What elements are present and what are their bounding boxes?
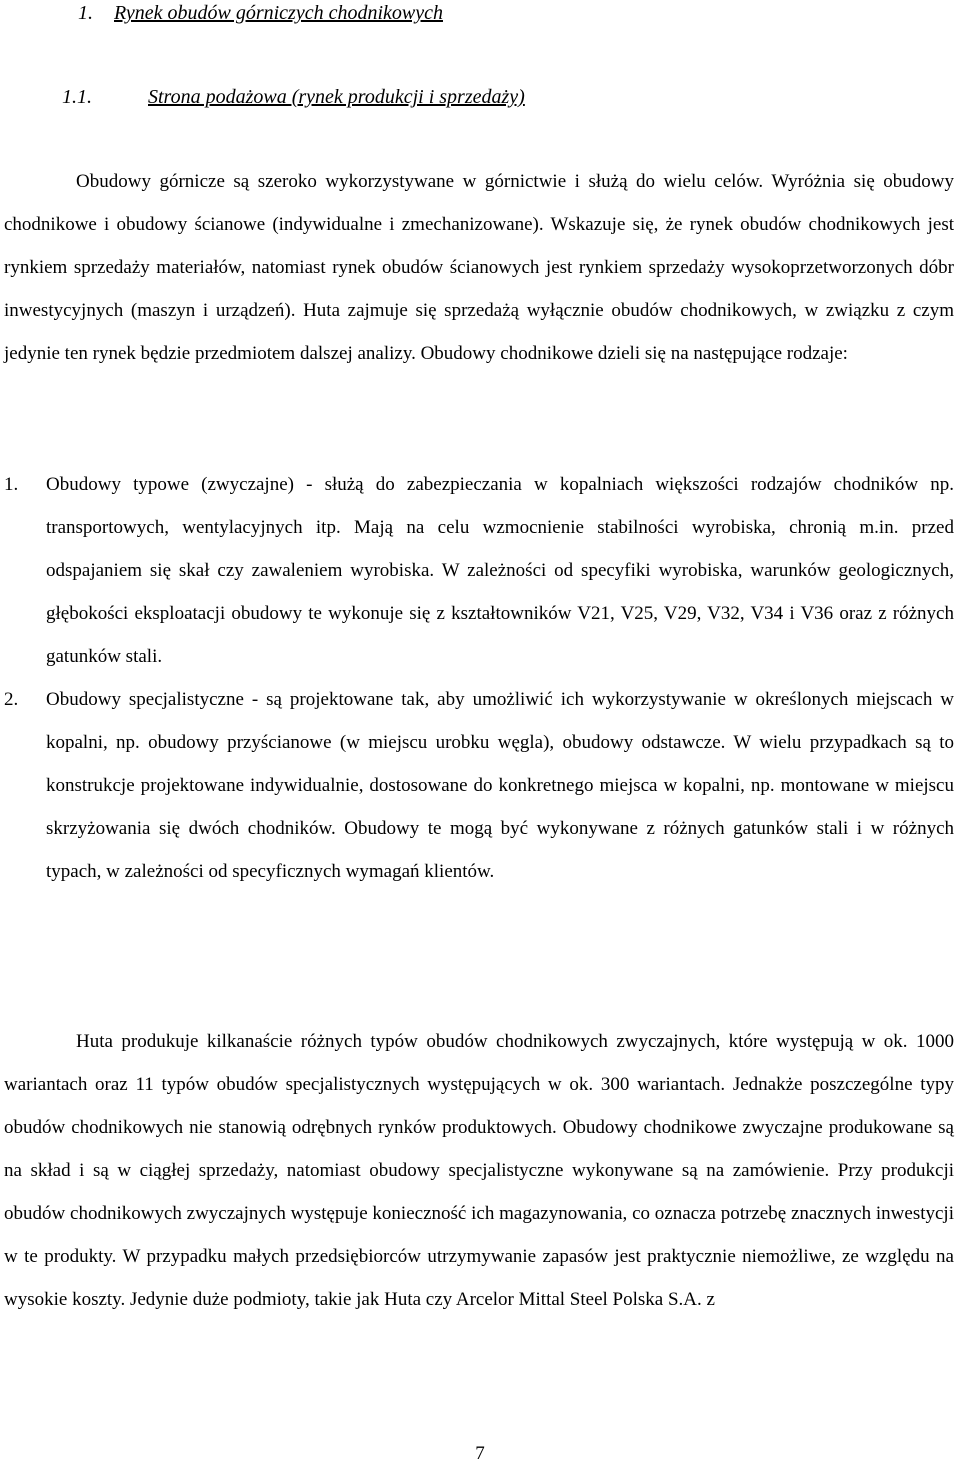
list-item	[4, 678, 954, 893]
list-item-marker: 2.	[4, 689, 19, 710]
support-types-list	[4, 463, 954, 893]
section-number: 1.	[78, 2, 93, 24]
intro-paragraph: Obudowy górnicze są szeroko wykorzystywane w górnictwie i służą do wielu celów. Wyróżnia się obudowy chodnikowe i obudowy ścianowe (indywidualne i zmechanizowane). Wskazuje się, że rynek obudów chodnikowych jest rynkiem sprzedaży materiałów, natomiast rynek obudów ścianowych jest rynkiem sprzedaży wysokoprzetworzonych dóbr inwestycyjnych (maszyn i urządzeń). Huta zajmuje się sprzedażą wyłącznie obudów chodnikowych, w związku z czym jedynie ten rynek będzie przedmiotem dalszej analizy. Obudowy chodnikowe dzieli się na następujące rodzaje:	[4, 171, 954, 364]
page-number: 7	[475, 1443, 485, 1464]
subsection-heading	[62, 84, 525, 110]
subsection-number: 1.1.	[62, 86, 92, 108]
section-title: Rynek obudów górniczych chodnikowych	[114, 2, 443, 24]
section-heading	[78, 0, 443, 26]
production-paragraph: Huta produkuje kilkanaście różnych typów obudów chodnikowych zwyczajnych, które występują w ok. 1000 wariantach oraz 11 typów obudów specjalistycznych występujących w ok. 300 wariantach. Jednakże poszczególne typy obudów chodnikowych nie stanowią odrębnych rynków produktowych. Obudowy chodnikowe zwyczajne produkowane są na skład i są w ciągłej sprzedaży, natomiast obudowy specjalistyczne wykonywane są na zamówienie. Przy produkcji obudów chodnikowych zwyczajnych występuje konieczność ich magazynowania, co oznacza potrzebę znacznych inwestycji w te produkty. W przypadku małych przedsiębiorców utrzymywanie zapasów jest praktycznie niemożliwe, ze względu na wysokie koszty. Jedynie duże podmioty, takie jak Huta czy Arcelor Mittal Steel Polska S.A. z	[4, 1031, 954, 1310]
list-item	[4, 463, 954, 678]
list-item-text: Obudowy typowe (zwyczajne) - służą do zabezpieczania w kopalniach większości rodzajów chodników np. transportowych, wentylacyjnych itp. Mają na celu wzmocnienie stabilności wyrobiska, chronią m.in. przed odspajaniem się skał czy zawaleniem wyrobiska. W zależności od specyfiki wyrobiska, warunków geologicznych, głębokości eksploatacji obudowy te wykonuje się z kształtowników V21, V25, V29, V32, V34 i V36 oraz z różnych gatunków stali.	[46, 474, 954, 667]
list-item-marker: 1.	[4, 474, 19, 495]
subsection-title: Strona podażowa (rynek produkcji i sprzedaży)	[148, 86, 525, 108]
list-item-text: Obudowy specjalistyczne - są projektowane tak, aby umożliwić ich wykorzystywanie w określonych miejscach w kopalni, np. obudowy przyścianowe (w miejscu urobku węgla), obudowy odstawcze. W wielu przypadkach są to konstrukcje projektowane indywidualnie, dostosowane do konkretnego miejsca w kopalni, np. montowane w miejscu skrzyżowania się dwóch chodników. Obudowy te mogą być wykonywane z różnych gatunków stali i w różnych typach, w zależności od specyficznych wymagań klientów.	[46, 689, 954, 882]
